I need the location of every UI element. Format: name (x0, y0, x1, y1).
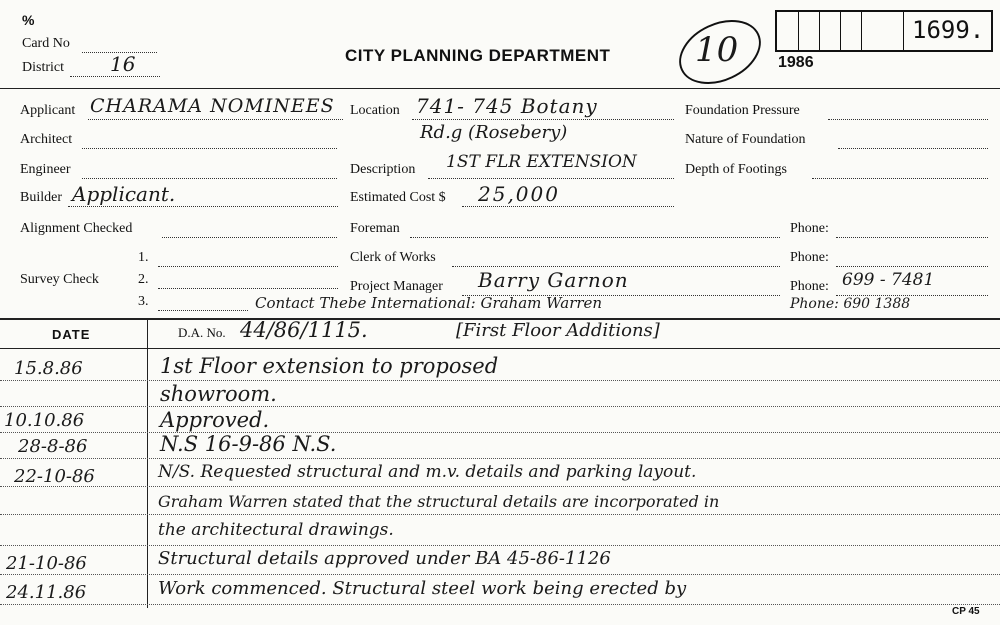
alignment-label: Alignment Checked (20, 221, 133, 236)
entry-date: 21-10-86 (6, 553, 87, 574)
da-note: [First Floor Additions] (456, 320, 660, 341)
phone-value-manager: 699 - 7481 (842, 270, 935, 290)
entry-text: Approved. (160, 408, 270, 432)
engineer-label: Engineer (20, 162, 71, 177)
card-no-label: Card No (22, 36, 70, 51)
survey-item-2: 2. (138, 272, 149, 287)
circled-number: 10 (695, 30, 739, 70)
builder-value: Applicant. (72, 182, 176, 206)
entry-date: 10.10.86 (4, 410, 85, 431)
description-value: 1ST FLR EXTENSION (446, 152, 637, 172)
location-value-2: Rd.g (Rosebery) (420, 122, 568, 143)
entry-date: 24.11.86 (6, 582, 87, 603)
location-value-1: 741- 745 Botany (416, 94, 598, 118)
card-number-box (775, 10, 993, 52)
da-number-label: D.A. No. (178, 325, 226, 340)
district-label: District (22, 60, 64, 75)
entry-text: Work commenced. Structural steel work being erected by (158, 578, 687, 599)
entry-text: showroom. (160, 382, 277, 406)
survey-item-1: 1. (138, 250, 149, 265)
entry-text: N/S. Requested structural and m.v. details and parking layout. (158, 462, 697, 482)
clerk-label: Clerk of Works (350, 250, 436, 265)
foreman-label: Foreman (350, 221, 400, 236)
corner-mark: % (22, 12, 35, 28)
entry-date: 22-10-86 (14, 466, 95, 487)
date-column-header: DATE (52, 327, 91, 342)
architect-label: Architect (20, 132, 73, 147)
department-title: CITY PLANNING DEPARTMENT (345, 46, 611, 65)
phone-label-foreman: Phone: (790, 221, 829, 236)
card-number: 1699. (912, 16, 985, 44)
entry-text: N.S 16-9-86 N.S. (160, 432, 337, 456)
project-manager-value: Barry Garnon (478, 268, 629, 292)
entry-text: the architectural drawings. (158, 520, 394, 540)
applicant-label: Applicant (20, 103, 76, 118)
entry-date: 28-8-86 (18, 436, 88, 457)
phone-label-manager: Phone: (790, 279, 829, 294)
entry-text: 1st Floor extension to proposed (160, 354, 499, 378)
estimated-cost-value: 25,000 (478, 182, 560, 206)
survey-label: Survey Check (20, 272, 99, 287)
estimated-cost-label: Estimated Cost $ (350, 190, 446, 205)
contact-note: Contact Thebe International: Graham Warren (255, 294, 603, 312)
form-code: CP 45 (952, 606, 980, 617)
district-value: 16 (110, 52, 136, 76)
builder-label: Builder (20, 190, 62, 205)
phone-value-contact: Phone: 690 1388 (790, 296, 911, 312)
da-number-value: 44/86/1115. (240, 318, 368, 342)
entry-text: Structural details approved under BA 45-86-1126 (158, 548, 611, 569)
depth-of-footings-label: Depth of Footings (685, 162, 787, 177)
year: 1986 (778, 54, 814, 71)
entry-date: 15.8.86 (14, 358, 83, 379)
entry-text: Graham Warren stated that the structural details are incorporated in (158, 492, 720, 511)
project-manager-label: Project Manager (350, 279, 443, 294)
foundation-pressure-label: Foundation Pressure (685, 103, 800, 118)
description-label: Description (350, 162, 416, 177)
applicant-value: CHARAMA NOMINEES (90, 95, 335, 117)
phone-label-clerk: Phone: (790, 250, 829, 265)
location-label: Location (350, 103, 400, 118)
nature-of-foundation-label: Nature of Foundation (685, 132, 806, 147)
survey-item-3: 3. (138, 294, 149, 309)
